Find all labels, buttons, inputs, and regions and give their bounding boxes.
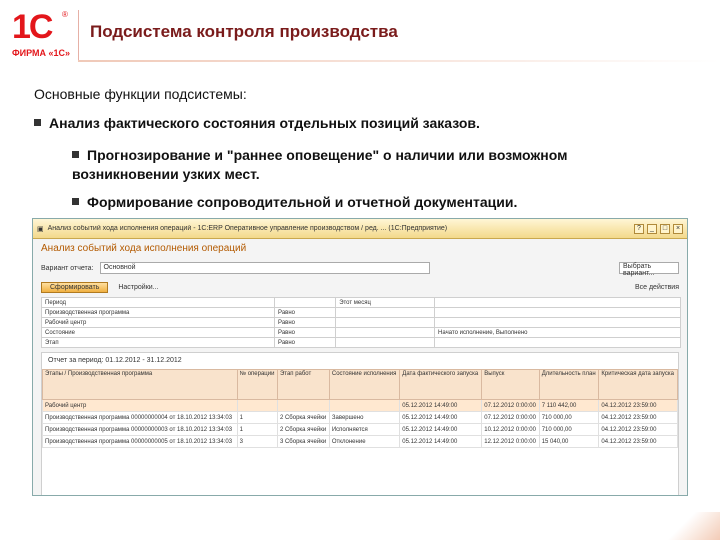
bullet-item [34,115,480,131]
table-cell: 3 Сборка ячейки [277,436,329,448]
header-divider [78,10,79,60]
period-text: Отчет за период: 01.12.2012 - 31.12.2012 [48,357,182,364]
column-header[interactable]: Выпуск [482,370,539,400]
table-cell: 04.12.2012 23:59:00 [599,424,678,436]
table-cell: 2 Сборка ячейки [277,412,329,424]
filter-cell [336,338,435,348]
table-cell: 04.12.2012 23:59:00 [599,412,678,424]
table-row[interactable] [43,424,678,436]
table-cell: 04.12.2012 23:59:00 [599,400,678,412]
table-cell [329,400,399,412]
bullet-square-icon [34,119,41,126]
logo-text: ФИРМА «1С» [12,48,71,58]
column-header[interactable]: № операции [237,370,277,400]
filter-row[interactable] [42,328,681,338]
report-toolbar [33,277,687,297]
filter-cell: Равно [275,308,336,318]
bullet-item [72,146,672,184]
table-cell: 07.12.2012 0:00:00 [482,400,539,412]
bullet-square-icon [72,151,79,158]
report-title: Анализ событий хода исполнения операций [41,243,247,254]
filter-cell [336,328,435,338]
column-header[interactable]: Длительность план [539,370,599,400]
report-area [41,352,679,496]
table-cell: Производственная программа 00000000004 от 18.10.2012 13:34:03 [43,412,238,424]
filter-cell [275,298,336,308]
table-cell: 1 [237,424,277,436]
table-cell: 10.12.2012 0:00:00 [482,424,539,436]
table-cell: Производственная программа 00000000005 от 18.10.2012 13:34:03 [43,436,238,448]
app-icon: ▣ [37,225,44,233]
filter-cell: Начато исполнение, Выполнено [435,328,681,338]
intro-text: Основные функции подсистемы: [34,86,247,102]
table-cell: 15 040,00 [539,436,599,448]
filter-cell: Состояние [42,328,275,338]
table-row[interactable] [43,436,678,448]
column-header[interactable]: Этап работ [277,370,329,400]
filter-cell [336,318,435,328]
window-titlebar [33,219,687,239]
window-title: Анализ событий хода исполнения операций - 1С:ERP Оперативное управление производством / ред. ... (1С:Предприятие) [47,225,448,232]
filter-row[interactable] [42,338,681,348]
filter-row[interactable] [42,318,681,328]
table-cell: 2 Сборка ячейки [277,424,329,436]
settings-label: Вариант отчета: [41,264,94,272]
generate-button[interactable]: Сформировать [41,282,108,293]
slide-title: Подсистема контроля производства [90,22,398,41]
app-screenshot [32,218,688,496]
variant-field[interactable]: Основной [100,262,430,274]
filter-row[interactable] [42,308,681,318]
filter-cell: Равно [275,338,336,348]
bullet-text: Анализ фактического состояния отдельных позиций заказов. [49,115,480,131]
filter-cell: Равно [275,318,336,328]
table-cell: 710 000,00 [539,424,599,436]
logo-mark: 1С [12,8,52,46]
maximize-button[interactable]: □ [660,224,670,234]
table-cell: 12.12.2012 0:00:00 [482,436,539,448]
filter-cell: Этап [42,338,275,348]
filter-cell: Равно [275,328,336,338]
table-cell: 7 110 442,00 [539,400,599,412]
table-cell: Отклонение [329,436,399,448]
choose-variant-button[interactable]: Выбрать вариант... [619,262,679,274]
close-button[interactable]: × [673,224,683,234]
table-cell: 05.12.2012 14:49:00 [400,424,482,436]
table-cell: 710 000,00 [539,412,599,424]
corner-decoration [660,512,720,540]
table-cell: Исполняется [329,424,399,436]
filter-cell [336,308,435,318]
filter-cell [435,318,681,328]
help-button[interactable]: ? [634,224,644,234]
column-header[interactable]: Критическая дата запуска [599,370,678,400]
table-cell: 07.12.2012 0:00:00 [482,412,539,424]
filter-cell [435,338,681,348]
filter-cell: Производственная программа [42,308,275,318]
settings-row [33,259,687,277]
table-cell [237,400,277,412]
filter-cell: Рабочий центр [42,318,275,328]
filter-cell [435,308,681,318]
registered-icon: ® [62,10,68,19]
all-actions-menu[interactable]: Все действия [634,283,679,291]
table-cell: 3 [237,436,277,448]
table-cell: Рабочий центр [43,400,238,412]
column-header[interactable]: Этапы / Производственная программа [43,370,238,400]
filter-cell: Период [42,298,275,308]
filter-row[interactable] [42,298,681,308]
bullet-text: Прогнозирование и "раннее оповещение" о наличии или возможном возникновении узких мест. [72,147,568,182]
settings-button[interactable]: Настройки... [118,283,159,291]
filter-cell: Этот месяц [336,298,435,308]
column-header[interactable]: Состояние исполнения [329,370,399,400]
table-cell: 05.12.2012 14:49:00 [400,400,482,412]
report-table [42,369,678,448]
table-cell [277,400,329,412]
bullet-text: Формирование сопроводительной и отчетной документации. [87,194,518,210]
table-row[interactable] [43,400,678,412]
table-cell: 05.12.2012 14:49:00 [400,436,482,448]
header-band [78,60,720,62]
filter-cell [435,298,681,308]
filter-table [41,297,681,348]
logo [10,8,72,62]
table-cell: 1 [237,412,277,424]
minimize-button[interactable]: _ [647,224,657,234]
table-row[interactable] [43,412,678,424]
table-cell: Завершено [329,412,399,424]
column-header[interactable]: Дата фактического запуска [400,370,482,400]
table-cell: Производственная программа 00000000003 от 18.10.2012 13:34:03 [43,424,238,436]
bullet-square-icon [72,198,79,205]
table-cell: 04.12.2012 23:59:00 [599,436,678,448]
table-cell: 05.12.2012 14:49:00 [400,412,482,424]
bullet-item [72,194,517,210]
